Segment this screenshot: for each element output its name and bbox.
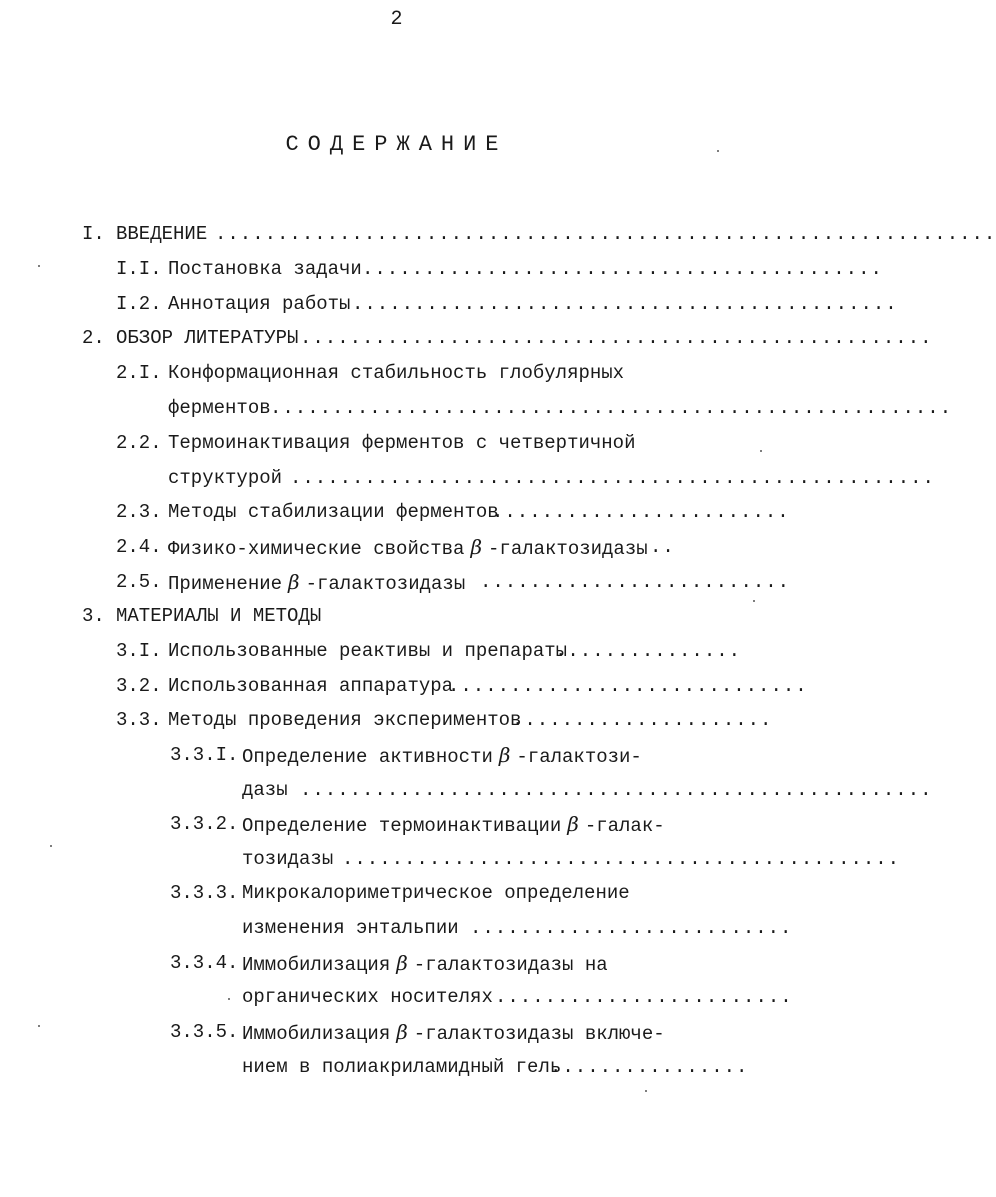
scan-speck (645, 1090, 647, 1092)
toc-text: Использованная аппаратура (168, 675, 454, 697)
toc-text (242, 1019, 665, 1047)
toc-entry-continuation (82, 984, 793, 1010)
toc-text: МАТЕРИАЛЫ И МЕТОДЫ (116, 605, 322, 627)
scan-speck (38, 265, 40, 267)
toc-number: I.2. (116, 293, 162, 315)
toc-number: 3.3.5. (170, 1021, 239, 1043)
toc-text-continued: нием в полиакриламидный гель (242, 1056, 562, 1078)
scan-speck (760, 450, 762, 452)
toc-text-part: Физико-химические свойства (168, 538, 465, 560)
beta-symbol: β (288, 570, 300, 594)
toc-text-continued: структурой (168, 467, 283, 489)
toc-number: 3.I. (116, 640, 162, 662)
dot-leader: ................ (550, 1056, 749, 1078)
toc-text: Методы стабилизации ферментов (168, 501, 499, 523)
toc-entry-annotation (82, 291, 898, 317)
dot-leader: ..................... (512, 709, 773, 731)
toc-entry-materials-methods (82, 603, 670, 629)
toc-entry-thermoinactivation (82, 430, 670, 456)
toc-text-part: -галак- (584, 815, 665, 837)
beta-symbol: β (498, 743, 511, 767)
dot-leader: ................................................... (300, 327, 933, 349)
toc-entry-continuation (82, 915, 793, 941)
toc-number: 2. (82, 327, 105, 349)
toc-text-continued: ферментов (168, 397, 271, 419)
toc-text: Аннотация работы (168, 293, 351, 315)
toc-entry-continuation (82, 777, 933, 803)
toc-text-part: Иммобилизация (242, 1023, 391, 1045)
dot-leader: ............................................................... (215, 223, 996, 245)
toc-text (168, 534, 648, 562)
toc-entry-equipment (82, 673, 808, 699)
toc-entry-continuation (82, 846, 901, 872)
toc-entry-conformational-stability (82, 360, 670, 386)
scan-speck (38, 1025, 40, 1027)
page-number: 2 (390, 8, 403, 31)
dot-leader: ............................................ (352, 293, 898, 315)
toc-text: Постановка задачи (168, 258, 362, 280)
toc-text-part: -галактозидазы (488, 538, 648, 560)
toc-entry-immobilization-gel (82, 1019, 670, 1045)
toc-number: 3.3.I. (170, 744, 239, 766)
toc-number: 3.3.4. (170, 952, 239, 974)
toc-text-part: Определение активности (242, 746, 493, 768)
dot-leader: .................................................... (290, 467, 935, 489)
dot-leader: ....................................................... (270, 397, 953, 419)
dot-leader: ............................. (448, 675, 808, 697)
toc-entry-microcalorimetric (82, 880, 670, 906)
toc-text: Методы проведения экспериментов (168, 709, 522, 731)
dot-leader: .......................................... (362, 258, 883, 280)
beta-symbol: β (470, 535, 483, 559)
toc-entry-reagents (82, 638, 742, 664)
toc-entry-activity-determination (82, 742, 670, 768)
toc-entry-literature-review (82, 325, 933, 351)
toc-number: I. (82, 223, 105, 245)
dot-leader: ............... (555, 640, 742, 662)
toc-entry-continuation (82, 395, 953, 421)
toc-entry-continuation (82, 465, 935, 491)
toc-text-continued: изменения энтальпии (242, 917, 459, 939)
toc-text-part: Иммобилизация (242, 954, 391, 976)
scan-speck (50, 845, 52, 847)
toc-text (242, 950, 608, 978)
dot-leader: ......................... (480, 571, 791, 593)
toc-text-part: -галактози- (516, 746, 642, 768)
toc-text: ВВЕДЕНИЕ (116, 223, 208, 245)
toc-entry-immobilization-organic (82, 950, 670, 976)
toc-text-continued: органических носителях (242, 986, 493, 1008)
beta-symbol: β (396, 951, 408, 975)
toc-entry-stabilization-methods (82, 499, 790, 525)
toc-number: 3. (82, 605, 105, 627)
toc-text (242, 742, 642, 770)
scan-speck (753, 600, 755, 602)
toc-number: I.I. (116, 258, 162, 280)
toc-text-continued: тозидазы (242, 848, 334, 870)
dot-leader: ................................................... (300, 779, 933, 801)
toc-entry-experiment-methods (82, 707, 773, 733)
page-title: СОДЕРЖАНИЕ (285, 132, 508, 157)
toc-number: 2.2. (116, 432, 162, 454)
dot-leader: .......................... (470, 917, 793, 939)
toc-text: Термоинактивация ферментов с четвертичной (168, 432, 636, 454)
toc-number: 2.5. (116, 571, 162, 593)
beta-symbol: β (567, 812, 579, 836)
dot-leader: ........................ (492, 501, 790, 523)
toc-entry-thermoinactivation-determination (82, 811, 670, 837)
scan-speck (717, 150, 719, 152)
toc-number: 3.3. (116, 709, 162, 731)
toc-text: ОБЗОР ЛИТЕРАТУРЫ (116, 327, 299, 349)
toc-text-part: Определение термоинактивации (242, 815, 562, 837)
toc-text: Конформационная стабильность глобулярных (168, 362, 625, 384)
toc-entry-task-statement (82, 256, 883, 282)
dot-leader: ........................ (495, 986, 793, 1008)
toc-text: Микрокалориметрическое определение (242, 882, 630, 904)
toc-text-part: Применение (168, 573, 283, 595)
toc-text-continued: дазы (242, 779, 288, 801)
toc-entry-physicochemical-properties (82, 534, 675, 560)
toc-text: Использованные реактивы и препараты (168, 640, 568, 662)
toc-number: 2.4. (116, 536, 162, 558)
dot-leader: ............................................. (342, 848, 901, 870)
toc-text-part: -галактозидазы на (413, 954, 608, 976)
toc-number: 2.I. (116, 362, 162, 384)
toc-text-part: -галактозидазы (305, 573, 466, 595)
toc-text (242, 811, 665, 839)
toc-number: 3.2. (116, 675, 162, 697)
toc-number: 3.3.2. (170, 813, 239, 835)
toc-number: 3.3.3. (170, 882, 239, 904)
toc-entry-continuation (82, 1054, 749, 1080)
toc-entry-application (82, 569, 791, 595)
beta-symbol: β (396, 1020, 408, 1044)
scan-speck (228, 998, 230, 1000)
toc-text (168, 569, 465, 597)
toc-text-part: -галактозидазы включе- (413, 1023, 665, 1045)
toc-entry-introduction (82, 221, 996, 247)
dot-leader: .. (650, 536, 675, 558)
toc-number: 2.3. (116, 501, 162, 523)
